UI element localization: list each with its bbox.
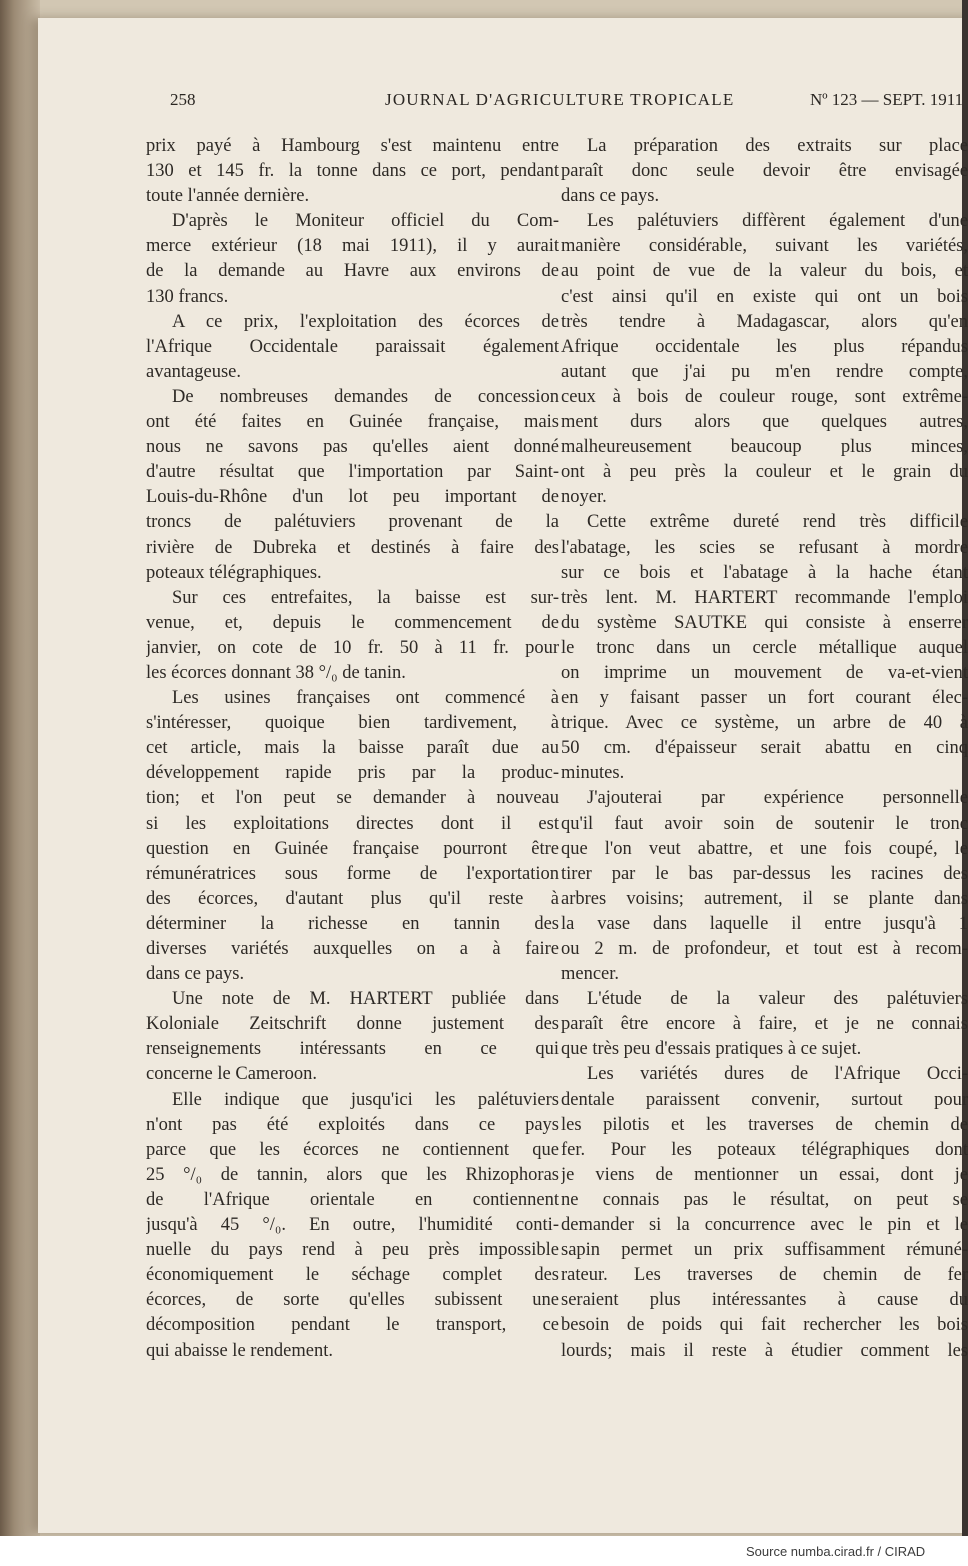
text-line: ou 2 m. de profondeur, et tout est à recom-: [561, 939, 968, 959]
text-line: rateur. Les traverses de chemin de fer: [561, 1265, 968, 1286]
text-line: A ce prix, l'exploitation des écorces de: [172, 311, 559, 332]
text-line: c'est ainsi qu'il en existe qui ont un bois: [561, 286, 968, 307]
text-line: 130 francs.: [146, 286, 229, 307]
text-line: ment durs alors que quelques autres,: [561, 412, 968, 433]
text-line: nuelle du pays rend à peu près impossible: [146, 1240, 559, 1261]
text-line: D'après le Moniteur officiel du Com-: [172, 211, 559, 232]
text-line: Sur ces entrefaites, la baisse est sur-: [172, 587, 559, 608]
text-line: De nombreuses demandes de concession: [172, 386, 559, 407]
text-line: toute l'année dernière.: [146, 186, 310, 207]
text-line: concerne le Cameroon.: [146, 1064, 318, 1085]
text-line: trique. Avec ce système, un arbre de 40 à: [561, 713, 968, 734]
text-line: le tronc dans un cercle métallique auquel: [561, 637, 968, 658]
text-line: économiquement le séchage complet des: [146, 1265, 559, 1286]
text-line: renseignements intéressants en ce qui: [146, 1039, 559, 1060]
text-line: si les exploitations directes dont il est: [146, 813, 559, 834]
text-line: Les palétuviers diffèrent également d'une: [587, 211, 968, 232]
page-number: 258: [170, 90, 196, 109]
text-line: très tendre à Madagascar, alors qu'en: [561, 311, 968, 332]
text-line: tion; et l'on peut se demander à nouveau: [146, 788, 559, 809]
text-line: parce que les écorces ne contiennent que: [146, 1139, 559, 1160]
text-line: L'étude de la valeur des palétuviers: [587, 989, 968, 1010]
text-line: on imprime un mouvement de va-et-vient: [561, 662, 968, 683]
text-line: paraît être encore à faire, et je ne connais: [561, 1014, 968, 1035]
text-line: Cette extrême dureté rend très difficile: [587, 512, 968, 533]
text-line: dentale paraissent convenir, surtout pour: [561, 1089, 968, 1110]
text-line: ceux à bois de couleur rouge, sont extrême-: [561, 386, 968, 407]
text-line: très lent. M. HARTERT recommande l'emploi: [561, 587, 968, 608]
text-line: cet article, mais la baisse paraît due au: [146, 738, 559, 759]
text-line: paraît donc seule devoir être envisagée: [561, 161, 968, 182]
text-line: développement rapide pris par la produc-: [146, 763, 559, 784]
text-line: l'abatage, les scies se refusant à mordre: [561, 537, 968, 558]
text-line: en y faisant passer un fort courant élec-: [561, 688, 968, 709]
text-line: qu'il faut avoir soin de soutenir le tronc: [561, 813, 968, 834]
text-line: venue, et, depuis le commencement de: [146, 612, 559, 633]
text-line: poteaux télégraphiques.: [146, 562, 322, 583]
text-line: troncs de palétuviers provenant de la: [146, 512, 559, 533]
text-line: qui abaisse le rendement.: [146, 1340, 333, 1361]
text-line: d'autre résultat que l'importation par Saint-: [146, 462, 559, 483]
text-line: décomposition pendant le transport, ce: [146, 1315, 559, 1336]
text-line: de l'Afrique orientale en contiennent: [146, 1189, 559, 1210]
text-line: demander si la concurrence avec le pin et le: [561, 1215, 968, 1236]
text-line: des écorces, d'autant plus qu'il reste à: [146, 888, 559, 909]
text-line: avantageuse.: [146, 361, 242, 382]
text-line: nous ne savons pas qu'elles aient donné: [146, 437, 559, 458]
text-line: je viens de mentionner un essai, dont je: [561, 1164, 968, 1185]
text-line: La préparation des extraits sur place: [587, 136, 968, 156]
text-line: minutes.: [561, 763, 625, 784]
right-text-column: [561, 134, 968, 1364]
text-line: l'Afrique Occidentale paraissait également: [146, 336, 559, 357]
issue-number: Nº 123 — SEPT. 1911: [810, 90, 964, 109]
text-line: s'intéresser, quoique bien tardivement, à: [146, 713, 559, 734]
text-line: 25 °/₀ de tannin, alors que les Rhizophoras: [146, 1164, 559, 1185]
text-line: sur ce bois et l'abatage à la hache étant: [561, 562, 968, 583]
text-line: que l'on veut abattre, et une fois coupé, le: [561, 838, 968, 859]
text-line: les pilotis et les traverses de chemin de: [561, 1114, 968, 1135]
text-line: Les usines françaises ont commencé à: [172, 688, 559, 709]
text-line: Koloniale Zeitschrift donne justement des: [146, 1014, 559, 1035]
left-text-column: [146, 134, 559, 1364]
text-line: dans ce pays.: [561, 186, 660, 207]
text-line: ne connais pas le résultat, on peut se: [561, 1189, 968, 1210]
text-line: Les variétés dures de l'Afrique Occi-: [587, 1064, 968, 1085]
text-line: 50 cm. d'épaisseur serait abattu en cinq: [561, 738, 968, 759]
journal-title: JOURNAL D'AGRICULTURE TROPICALE: [385, 90, 735, 109]
text-line: J'ajouterai par expérience personnelle: [587, 788, 968, 809]
text-line: tirer par le bas par-dessus les racines des: [561, 863, 968, 884]
text-line: mencer.: [561, 964, 620, 985]
source-credit: Source numba.cirad.fr / CIRAD: [746, 1544, 926, 1559]
text-line: au point de vue de la valeur du bois, et: [561, 261, 968, 282]
running-header: [170, 90, 968, 112]
text-line: lourds; mais il reste à étudier comment les: [561, 1340, 968, 1361]
text-line: ont à peu près la couleur et le grain du: [561, 462, 968, 483]
text-line: ont été faites en Guinée française, mais: [146, 412, 559, 433]
text-line: besoin de poids qui fait rechercher les bois: [561, 1315, 968, 1336]
text-line: manière considérable, suivant les variétés,: [561, 236, 968, 257]
text-line: déterminer la richesse en tannin des: [146, 913, 559, 934]
text-line: janvier, on cote de 10 fr. 50 à 11 fr. pour: [146, 637, 559, 658]
text-line: Afrique occidentale les plus répandus: [561, 336, 968, 357]
text-line: fer. Pour les poteaux télégraphiques dont: [561, 1139, 968, 1160]
text-line: autant que j'ai pu m'en rendre compte,: [561, 361, 968, 382]
text-line: arbres voisins; autrement, il se plante dans: [561, 888, 968, 909]
text-line: rémunératrices sous forme de l'exportation: [146, 863, 559, 884]
text-line: sapin permet un prix suffisamment rémuné-: [561, 1240, 968, 1261]
text-line: Elle indique que jusqu'ici les palétuviers: [172, 1089, 559, 1110]
text-line: diverses variétés auxquelles on a à faire: [146, 939, 559, 959]
text-line: 130 et 145 fr. la tonne dans ce port, pendant: [146, 161, 559, 182]
text-line: rivière de Dubreka et destinés à faire des: [146, 537, 559, 558]
text-line: merce extérieur (18 mai 1911), il y aurait: [146, 236, 559, 257]
text-line: noyer.: [561, 487, 607, 508]
text-line: que très peu d'essais pratiques à ce sujet.: [561, 1039, 862, 1060]
text-line: jusqu'à 45 °/₀. En outre, l'humidité conti-: [146, 1215, 559, 1236]
text-line: les écorces donnant 38 °/₀ de tanin.: [146, 662, 406, 683]
text-line: la vase dans laquelle il entre jusqu'à 1: [561, 913, 968, 934]
text-line: prix payé à Hambourg s'est maintenu entre: [146, 136, 559, 156]
text-line: de la demande au Havre aux environs de: [146, 261, 559, 282]
book-gutter: [0, 0, 40, 1536]
text-line: question en Guinée française pourront être: [146, 838, 559, 859]
text-line: seraient plus intéressantes à cause du: [561, 1290, 968, 1311]
text-line: dans ce pays.: [146, 964, 245, 985]
text-line: malheureusement beaucoup plus minces,: [561, 437, 968, 458]
text-line: du système SAUTKE qui consiste à enserrer: [561, 612, 968, 633]
text-line: Louis-du-Rhône d'un lot peu important de: [146, 487, 559, 508]
text-line: écorces, de sorte qu'elles subissent une: [146, 1290, 559, 1311]
text-line: n'ont pas été exploités dans ce pays: [146, 1114, 559, 1135]
text-line: Une note de M. HARTERT publiée dans: [172, 989, 559, 1010]
